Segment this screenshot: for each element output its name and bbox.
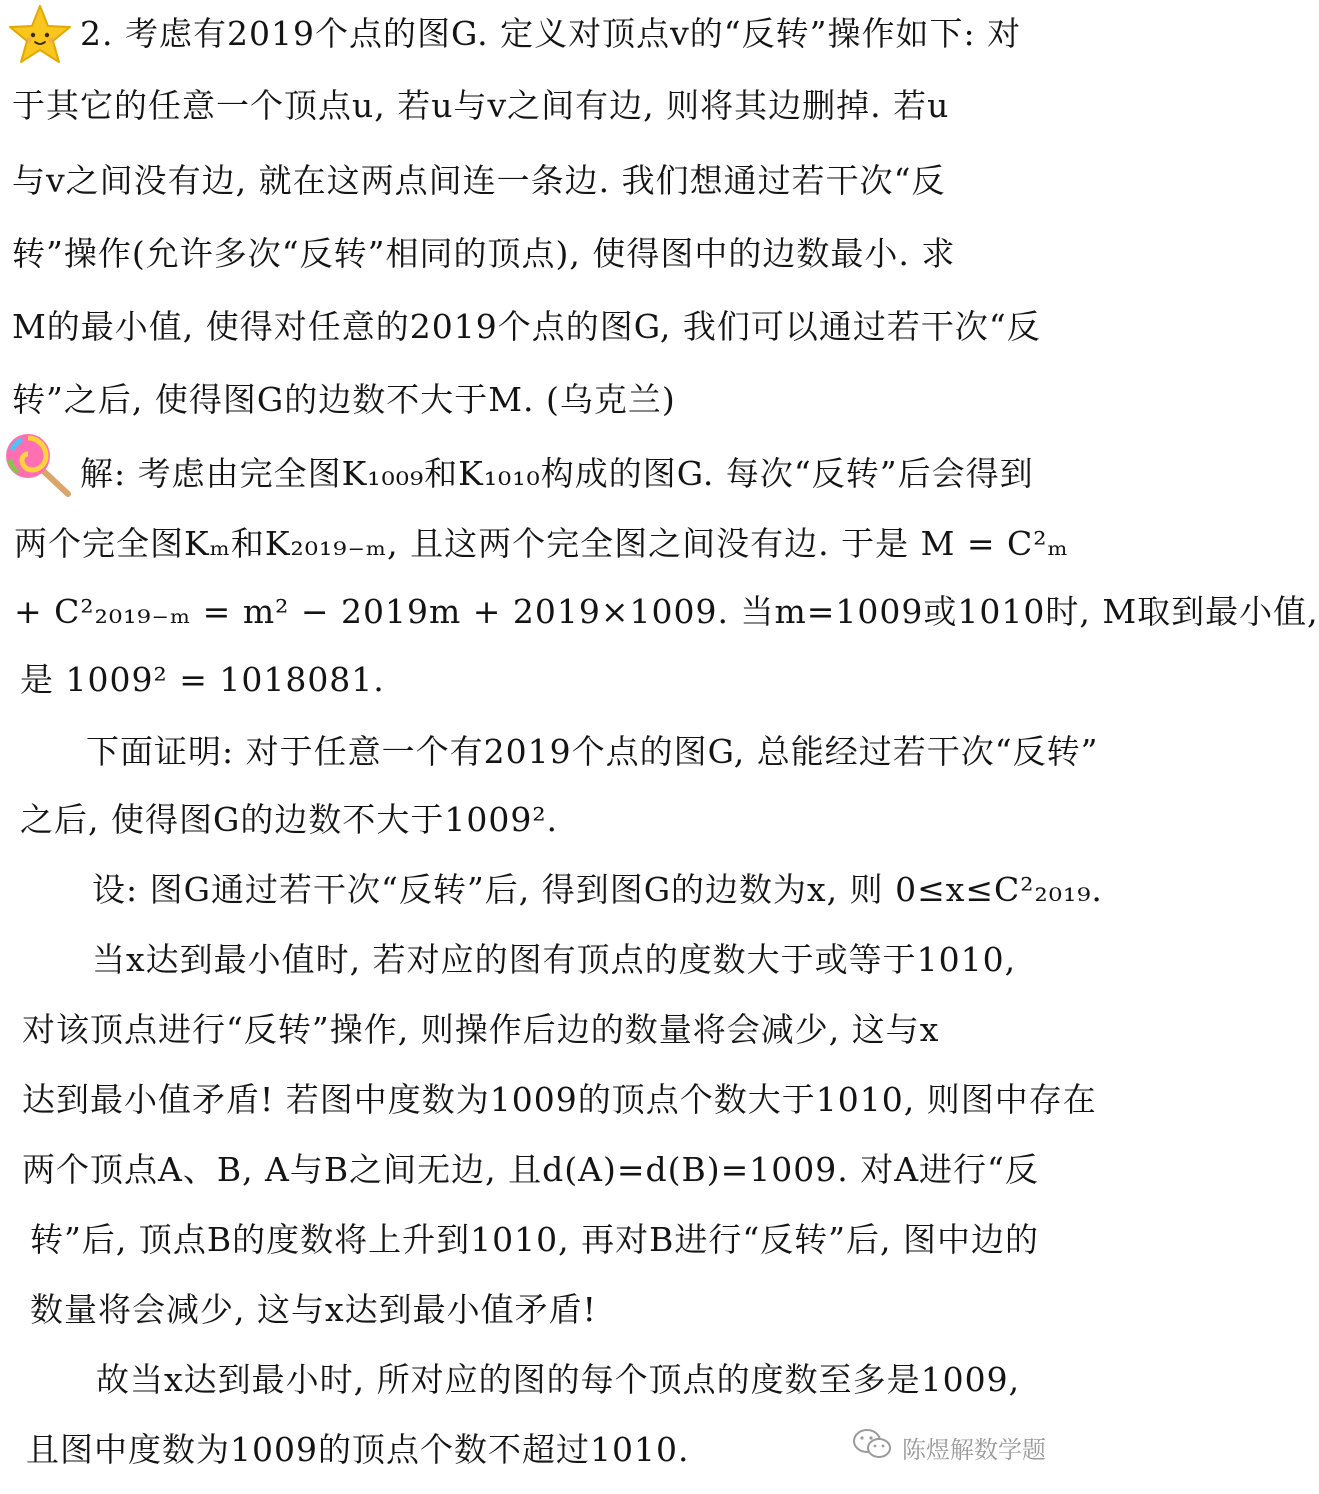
problem-line: 于其它的任意一个顶点u, 若u与v之间有边, 则将其边删掉. 若u (12, 86, 950, 125)
problem-line: 与v之间没有边, 就在这两点间连一条边. 我们想通过若干次“反 (12, 161, 946, 200)
proof-line: 数量将会减少, 这与x达到最小值矛盾! (30, 1290, 597, 1329)
problem-line: M的最小值, 使得对任意的2019个点的图G, 我们可以通过若干次“反 (12, 307, 1041, 346)
proof-line: 两个顶点A、B, A与B之间无边, 且d(A)=d(B)=1009. 对A进行“反 (22, 1150, 1039, 1189)
proof-line: 设: 图G通过若干次“反转”后, 得到图G的边数为x, 则 0≤x≤C²₂₀₁₉. (92, 870, 1103, 909)
problem-line: 2. 考虑有2019个点的图G. 定义对顶点v的“反转”操作如下: 对 (80, 14, 1022, 53)
proof-intro-line: 之后, 使得图G的边数不大于1009². (20, 800, 559, 839)
proof-intro-line: 下面证明: 对于任意一个有2019个点的图G, 总能经过若干次“反转” (86, 732, 1099, 771)
wechat-icon (852, 1428, 892, 1466)
proof-line: 当x达到最小值时, 若对应的图有顶点的度数大于或等于1010, (92, 940, 1017, 979)
problem-line: 转”之后, 使得图G的边数不大于M. (乌克兰) (12, 380, 676, 419)
star-icon (8, 4, 72, 68)
solution-line: 是 1009² = 1018081. (20, 660, 385, 699)
conclusion-line: 且图中度数为1009的顶点个数不超过1010. (26, 1430, 690, 1469)
lollipop-icon (4, 432, 74, 502)
solution-line: 两个完全图Kₘ和K₂₀₁₉₋ₘ, 且这两个完全图之间没有边. 于是 M = C²ₘ (14, 524, 1069, 563)
problem-line: 转”操作(允许多次“反转”相同的顶点), 使得图中的边数最小. 求 (12, 234, 956, 273)
proof-line: 转”后, 顶点B的度数将上升到1010, 再对B进行“反转”后, 图中边的 (30, 1220, 1040, 1259)
watermark-text: 陈煜解数学题 (902, 1435, 1046, 1464)
solution-line: 解: 考虑由完全图K₁₀₀₉和K₁₀₁₀构成的图G. 每次“反转”后会得到 (80, 454, 1034, 493)
conclusion-line: 故当x达到最小时, 所对应的图的每个顶点的度数至多是1009, (96, 1360, 1021, 1399)
proof-line: 达到最小值矛盾! 若图中度数为1009的顶点个数大于1010, 则图中存在 (22, 1080, 1097, 1119)
watermark (852, 1428, 1046, 1466)
solution-line: + C²₂₀₁₉₋ₘ = m² − 2019m + 2019×1009. 当m=1009或1010时, M取到最小值, (14, 592, 1319, 631)
proof-line: 对该顶点进行“反转”操作, 则操作后边的数量将会减少, 这与x (22, 1010, 940, 1049)
